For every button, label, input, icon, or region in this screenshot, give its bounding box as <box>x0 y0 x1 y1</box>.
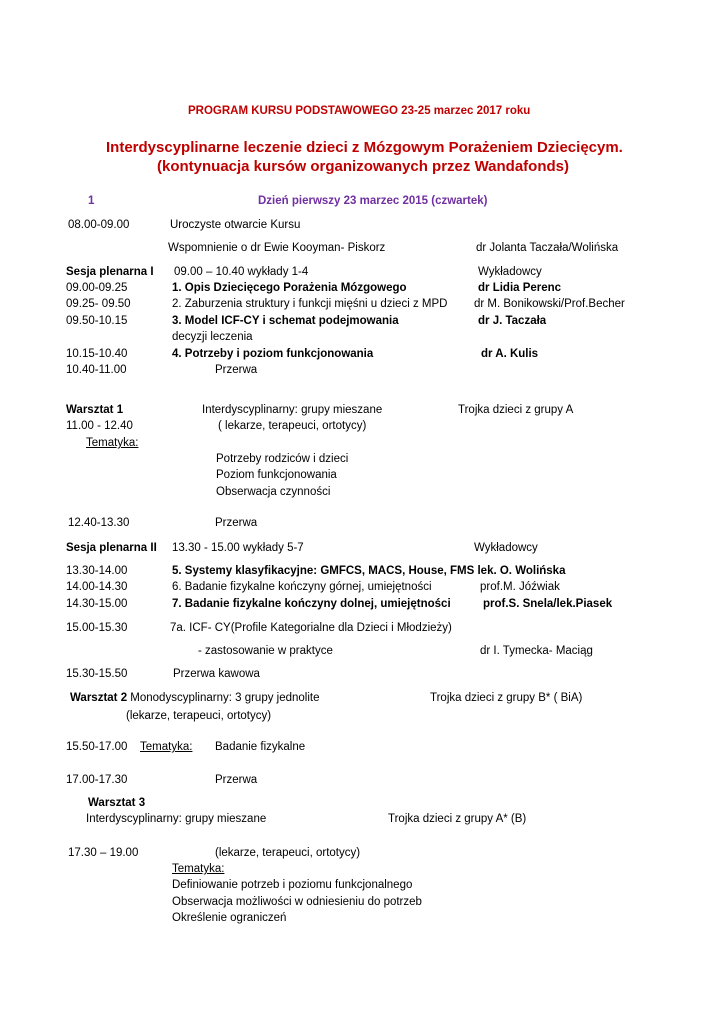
session2-time: 13.30 - 15.00 wykłady 5-7 <box>172 542 304 554</box>
memorial-speaker: dr Jolanta Taczała/Wolińska <box>476 242 619 254</box>
session2-lecturers-header: Wykładowcy <box>474 542 538 554</box>
lecture-5-title: 5. Systemy klasyfikacyjne: GMFCS, MACS, House, FMS lek. O. Wolińska <box>172 565 566 577</box>
lecture-6-speaker: prof.M. Jóźwiak <box>480 581 560 593</box>
session2-label: Sesja plenarna II <box>66 542 157 554</box>
lecture-6-time: 14.00-14.30 <box>66 581 128 593</box>
lecture-2-title: 2. Zaburzenia struktury i funkcji mięśni u dzieci z MPD <box>172 298 448 310</box>
workshop2-type: Monodyscyplinarny: 3 grupy jednolite <box>127 692 320 704</box>
session1-time: 09.00 – 10.40 wykłady 1-4 <box>174 266 309 278</box>
lecture-6-title: 6. Badanie fizykalne kończyny górnej, umiejętności <box>172 581 432 593</box>
lecture-3-time: 09.50-10.15 <box>66 315 128 327</box>
workshop2-break-time: 17.00-17.30 <box>66 774 128 786</box>
workshop2-participants: (lekarze, terapeuci, ortotycy) <box>126 710 272 722</box>
session1-break-label: Przerwa <box>215 364 258 376</box>
session1-label: Sesja plenarna I <box>66 266 154 278</box>
workshop2-group: Trojka dzieci z grupy B* ( BiA) <box>430 692 583 704</box>
day-number: 1 <box>88 195 95 207</box>
document-subtitle: (kontynuacja kursów organizowanych przez Wandafonds) <box>157 158 569 175</box>
workshop2-heading <box>70 691 320 705</box>
lecture-4-time: 10.15-10.40 <box>66 348 128 360</box>
workshop3-type: Interdyscyplinarny: grupy mieszane <box>86 813 267 825</box>
workshop3-topics-label: Tematyka: <box>172 863 225 875</box>
lecture-2-time: 09.25- 09.50 <box>66 298 131 310</box>
opening-time: 08.00-09.00 <box>68 219 130 231</box>
workshop1-break-time: 12.40-13.30 <box>68 517 130 529</box>
workshop2-break-label: Przerwa <box>215 774 258 786</box>
lecture-4-speaker: dr A. Kulis <box>481 348 539 360</box>
lecture-7a-title: 7a. ICF- CY(Profile Kategorialne dla Dzieci i Młodzieży) <box>170 622 452 634</box>
workshop1-topic-3: Obserwacja czynności <box>216 486 331 498</box>
workshop3-topic-1: Definiowanie potrzeb i poziomu funkcjonalnego <box>172 879 413 891</box>
workshop3-label: Warsztat 3 <box>88 797 146 809</box>
workshop1-type: Interdyscyplinarny: grupy mieszane <box>202 404 383 416</box>
opening-title: Uroczyste otwarcie Kursu <box>170 219 301 231</box>
workshop1-label: Warsztat 1 <box>66 404 124 416</box>
workshop1-topic-1: Potrzeby rodziców i dzieci <box>216 453 349 465</box>
program-heading: PROGRAM KURSU PODSTAWOWEGO 23-25 marzec 2017 roku <box>188 105 531 117</box>
lecture-2-speaker: dr M. Bonikowski/Prof.Becher <box>474 298 625 310</box>
lecture-3-title: 3. Model ICF-CY i schemat podejmowania <box>172 315 399 327</box>
lecture-1-time: 09.00-09.25 <box>66 282 128 294</box>
lecture-7a-speaker: dr I. Tymecka- Maciąg <box>480 645 593 657</box>
lecture-1-speaker: dr Lidia Perenc <box>478 282 562 294</box>
lecture-3-speaker: dr J. Taczała <box>478 315 547 327</box>
session2-break-time: 15.30-15.50 <box>66 668 128 680</box>
workshop3-topic-2: Obserwacja możliwości w odniesieniu do potrzeb <box>172 896 422 908</box>
workshop2-time: 15.50-17.00 <box>66 741 128 753</box>
session1-lecturers-header: Wykładowcy <box>478 266 542 278</box>
workshop1-topics-label: Tematyka: <box>86 437 139 449</box>
day-heading: Dzień pierwszy 23 marzec 2015 (czwartek) <box>258 195 488 207</box>
lecture-3-title-cont: decyzji leczenia <box>172 331 253 343</box>
lecture-7-speaker: prof.S. Snela/lek.Piasek <box>483 598 613 610</box>
workshop2-topic: Badanie fizykalne <box>215 741 306 753</box>
workshop2-topics-label: Tematyka: <box>140 741 193 753</box>
workshop1-time: 11.00 - 12.40 <box>66 420 133 432</box>
lecture-7-title: 7. Badanie fizykalne kończyny dolnej, umiejętności <box>172 598 451 610</box>
workshop3-group: Trojka dzieci z grupy A* (B) <box>388 813 527 825</box>
session2-break-label: Przerwa kawowa <box>173 668 260 680</box>
lecture-5-time: 13.30-14.00 <box>66 565 128 577</box>
lecture-4-title: 4. Potrzeby i poziom funkcjonowania <box>172 348 374 360</box>
workshop1-topic-2: Poziom funkcjonowania <box>216 469 337 481</box>
workshop2-label: Warsztat 2 <box>70 692 128 704</box>
workshop3-participants: (lekarze, terapeuci, ortotycy) <box>215 847 361 859</box>
session1-break-time: 10.40-11.00 <box>66 364 127 376</box>
lecture-7a-title-cont: - zastosowanie w praktyce <box>198 645 333 657</box>
workshop1-break-label: Przerwa <box>215 517 258 529</box>
lecture-1-title: 1. Opis Dziecięcego Porażenia Mózgowego <box>172 282 407 294</box>
workshop3-topic-3: Określenie ograniczeń <box>172 912 287 924</box>
document-title: Interdyscyplinarne leczenie dzieci z Mózgowym Porażeniem Dziecięcym. <box>106 139 623 156</box>
memorial-title: Wspomnienie o dr Ewie Kooyman- Piskorz <box>168 242 386 254</box>
lecture-7a-time: 15.00-15.30 <box>66 622 128 634</box>
workshop3-time: 17.30 – 19.00 <box>68 847 139 859</box>
workshop1-participants: ( lekarze, terapeuci, ortotycy) <box>218 420 367 432</box>
lecture-7-time: 14.30-15.00 <box>66 598 128 610</box>
workshop1-group: Trojka dzieci z grupy A <box>458 404 574 416</box>
